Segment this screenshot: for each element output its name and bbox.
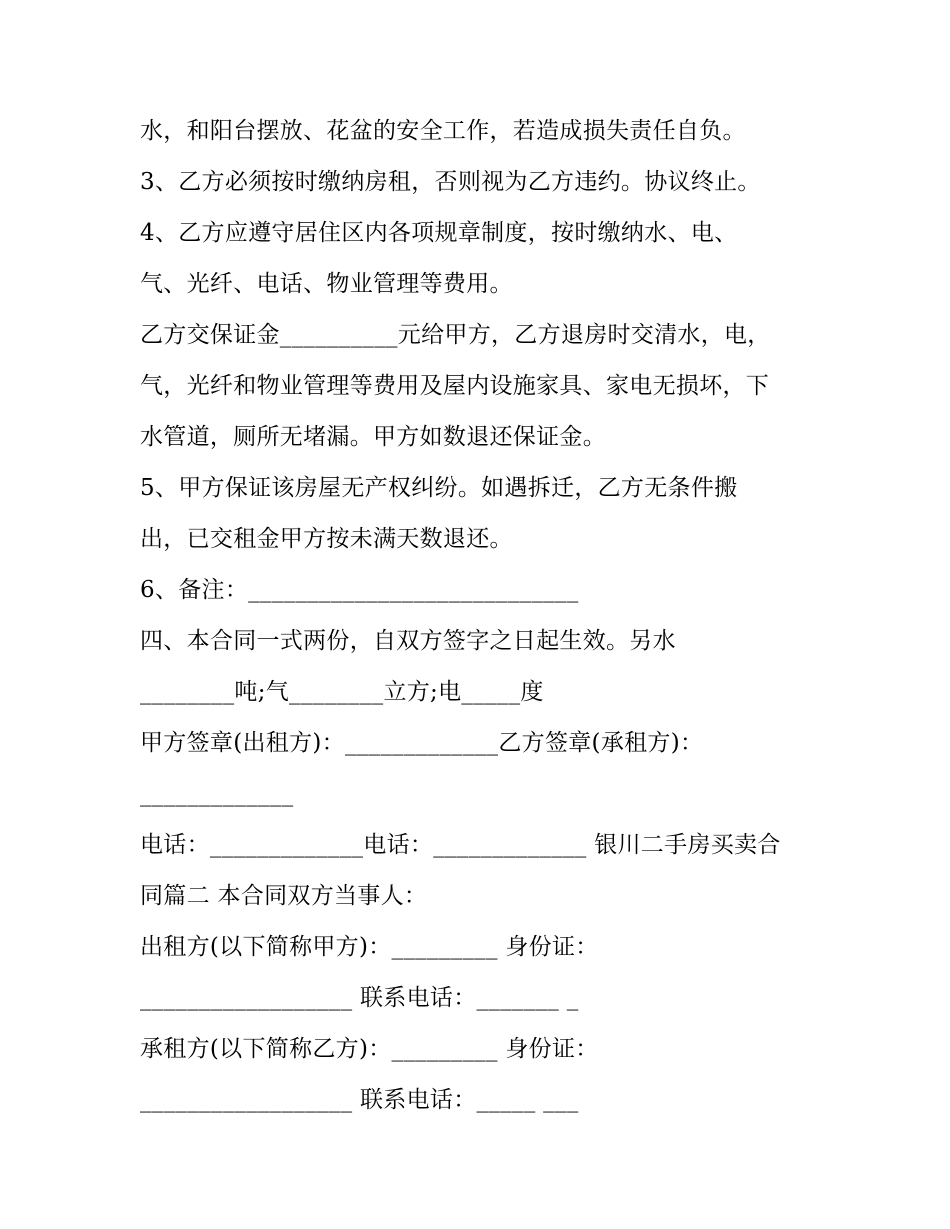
text-line: 6、备注：____________________________ [140,577,579,603]
text-line: 出，已交租金甲方按未满天数退还。 [140,526,513,552]
document-page [140,106,840,1126]
text-line: _____________ [140,781,294,807]
text-line: 水管道，厕所无堵漏。甲方如数退还保证金。 [140,424,606,450]
text-line: 出租方(以下简称甲方)：_________ 身份证： [140,934,599,960]
text-line: 水，和阳台摆放、花盆的安全工作，若造成损失责任自负。 [140,118,746,144]
text-line: ________吨;气________立方;电_____度 [140,679,544,705]
text-line: 4、乙方应遵守居住区内各项规章制度，按时缴纳水、电、 [140,220,738,246]
text-line: 四、本合同一式两份，自双方签字之日起生效。另水 [140,628,676,654]
text-line: 3、乙方必须按时缴纳房租，否则视为乙方违约。协议终止。 [140,169,761,195]
text-line: 气、光纤、电话、物业管理等费用。 [140,271,513,297]
text-line: 气，光纤和物业管理等费用及屋内设施家具、家电无损坏，下 [140,373,770,399]
text-line: __________________ 联系电话：_______ _ [140,985,579,1011]
text-line: 乙方交保证金__________元给甲方，乙方退房时交清水，电， [140,322,771,348]
text-line: 承租方(以下简称乙方)：_________ 身份证： [140,1036,599,1062]
text-line: 同篇二 本合同双方当事人： [140,883,428,909]
text-line: __________________ 联系电话：_____ ___ [140,1087,579,1113]
text-line: 5、甲方保证该房屋无产权纠纷。如遇拆迁，乙方无条件搬 [140,475,738,501]
text-line: 电话：_____________电话：_____________ 银川二手房买卖合 [140,832,781,858]
text-line: 甲方签章(出租方)：_____________乙方签章(承租方)： [140,730,704,756]
